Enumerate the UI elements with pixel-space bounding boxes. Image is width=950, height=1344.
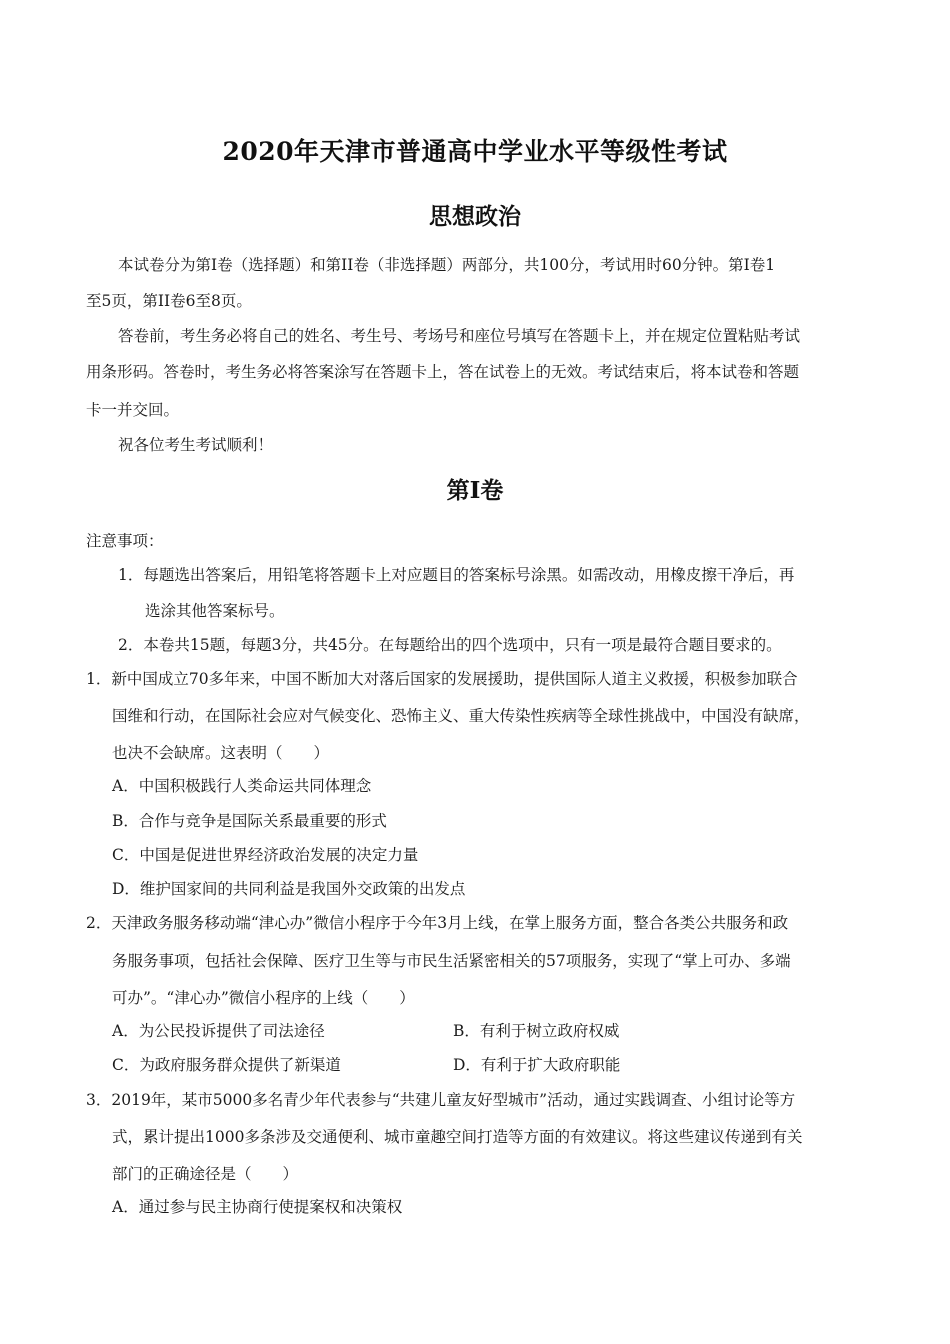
question-2-line-2: 务服务事项，包括社会保障、医疗卫生等与市民生活紧密相关的57项服务，实现了“掌上可办、多端 xyxy=(112,952,791,970)
question-1-line-3: 也决不会缺席。这表明（ ） xyxy=(112,744,330,762)
note-1-line-2: 选涂其他答案标号。 xyxy=(145,602,285,620)
question-2-option-a[interactable]: A．为公民投诉提供了司法途径 xyxy=(112,1022,325,1040)
question-2-line-3: 可办”。“津心办”微信小程序的上线（ ） xyxy=(112,989,415,1007)
question-1-option-d[interactable]: D．维护国家间的共同利益是我国外交政策的出发点 xyxy=(112,880,466,898)
exam-title: 2020年天津市普通高中学业水平等级性考试 xyxy=(222,137,728,166)
section-title: 第I卷 xyxy=(446,477,504,504)
subject-title: 思想政治 xyxy=(429,203,521,230)
question-1-line-1: 1．新中国成立70多年来，中国不断加大对落后国家的发展援助，提供国际人道主义救援，积极参加联合 xyxy=(86,670,798,688)
note-2: 2．本卷共15题，每题3分，共45分。在每题给出的四个选项中，只有一项是最符合题目要求的。 xyxy=(118,636,782,654)
intro-paragraph-3: 祝各位考生考试顺利！ xyxy=(118,436,274,454)
question-2-option-b[interactable]: B．有利于树立政府权威 xyxy=(453,1022,620,1040)
question-3-line-3: 部门的正确途径是（ ） xyxy=(112,1165,299,1183)
intro-paragraph-2-line-2: 用条形码。答卷时，考生务必将答案涂写在答题卡上，答在试卷上的无效。考试结束后，将本试卷和答题 xyxy=(86,363,800,381)
question-3-line-1: 3．2019年，某市5000多名青少年代表参与“共建儿童友好型城市”活动，通过实践调查、小组讨论等方 xyxy=(86,1091,796,1109)
note-1-line-1: 1．每题选出答案后，用铅笔将答题卡上对应题目的答案标号涂黑。如需改动，用橡皮擦干净后，再 xyxy=(118,566,795,584)
notes-label: 注意事项： xyxy=(86,532,164,550)
question-2-option-d[interactable]: D．有利于扩大政府职能 xyxy=(453,1056,621,1074)
question-1-option-b[interactable]: B．合作与竞争是国际关系最重要的形式 xyxy=(112,812,387,830)
intro-paragraph-2-line-3: 卡一并交回。 xyxy=(86,401,180,419)
question-3-line-2: 式，累计提出1000多条涉及交通便利、城市童趣空间打造等方面的有效建议。将这些建议传递到有关 xyxy=(112,1128,803,1146)
intro-paragraph-1-line-1: 本试卷分为第I卷（选择题）和第II卷（非选择题）两部分，共100分，考试用时60分钟。第I卷1 xyxy=(118,256,776,274)
intro-paragraph-2-line-1: 答卷前，考生务必将自己的姓名、考生号、考场号和座位号填写在答题卡上，并在规定位置粘贴考试 xyxy=(118,327,801,345)
question-3-option-a[interactable]: A．通过参与民主协商行使提案权和决策权 xyxy=(112,1198,403,1216)
question-1-option-a[interactable]: A．中国积极践行人类命运共同体理念 xyxy=(112,777,372,795)
intro-paragraph-1-line-2: 至5页，第II卷6至8页。 xyxy=(86,292,252,310)
question-2-line-1: 2．天津政务服务移动端“津心办”微信小程序于今年3月上线，在掌上服务方面，整合各类公共服务和政 xyxy=(86,914,789,932)
question-1-option-c[interactable]: C．中国是促进世界经济政治发展的决定力量 xyxy=(112,846,419,864)
question-1-line-2: 国维和行动，在国际社会应对气候变化、恐怖主义、重大传染性疾病等全球性挑战中，中国没有缺席， xyxy=(112,707,810,725)
question-2-option-c[interactable]: C．为政府服务群众提供了新渠道 xyxy=(112,1056,341,1074)
